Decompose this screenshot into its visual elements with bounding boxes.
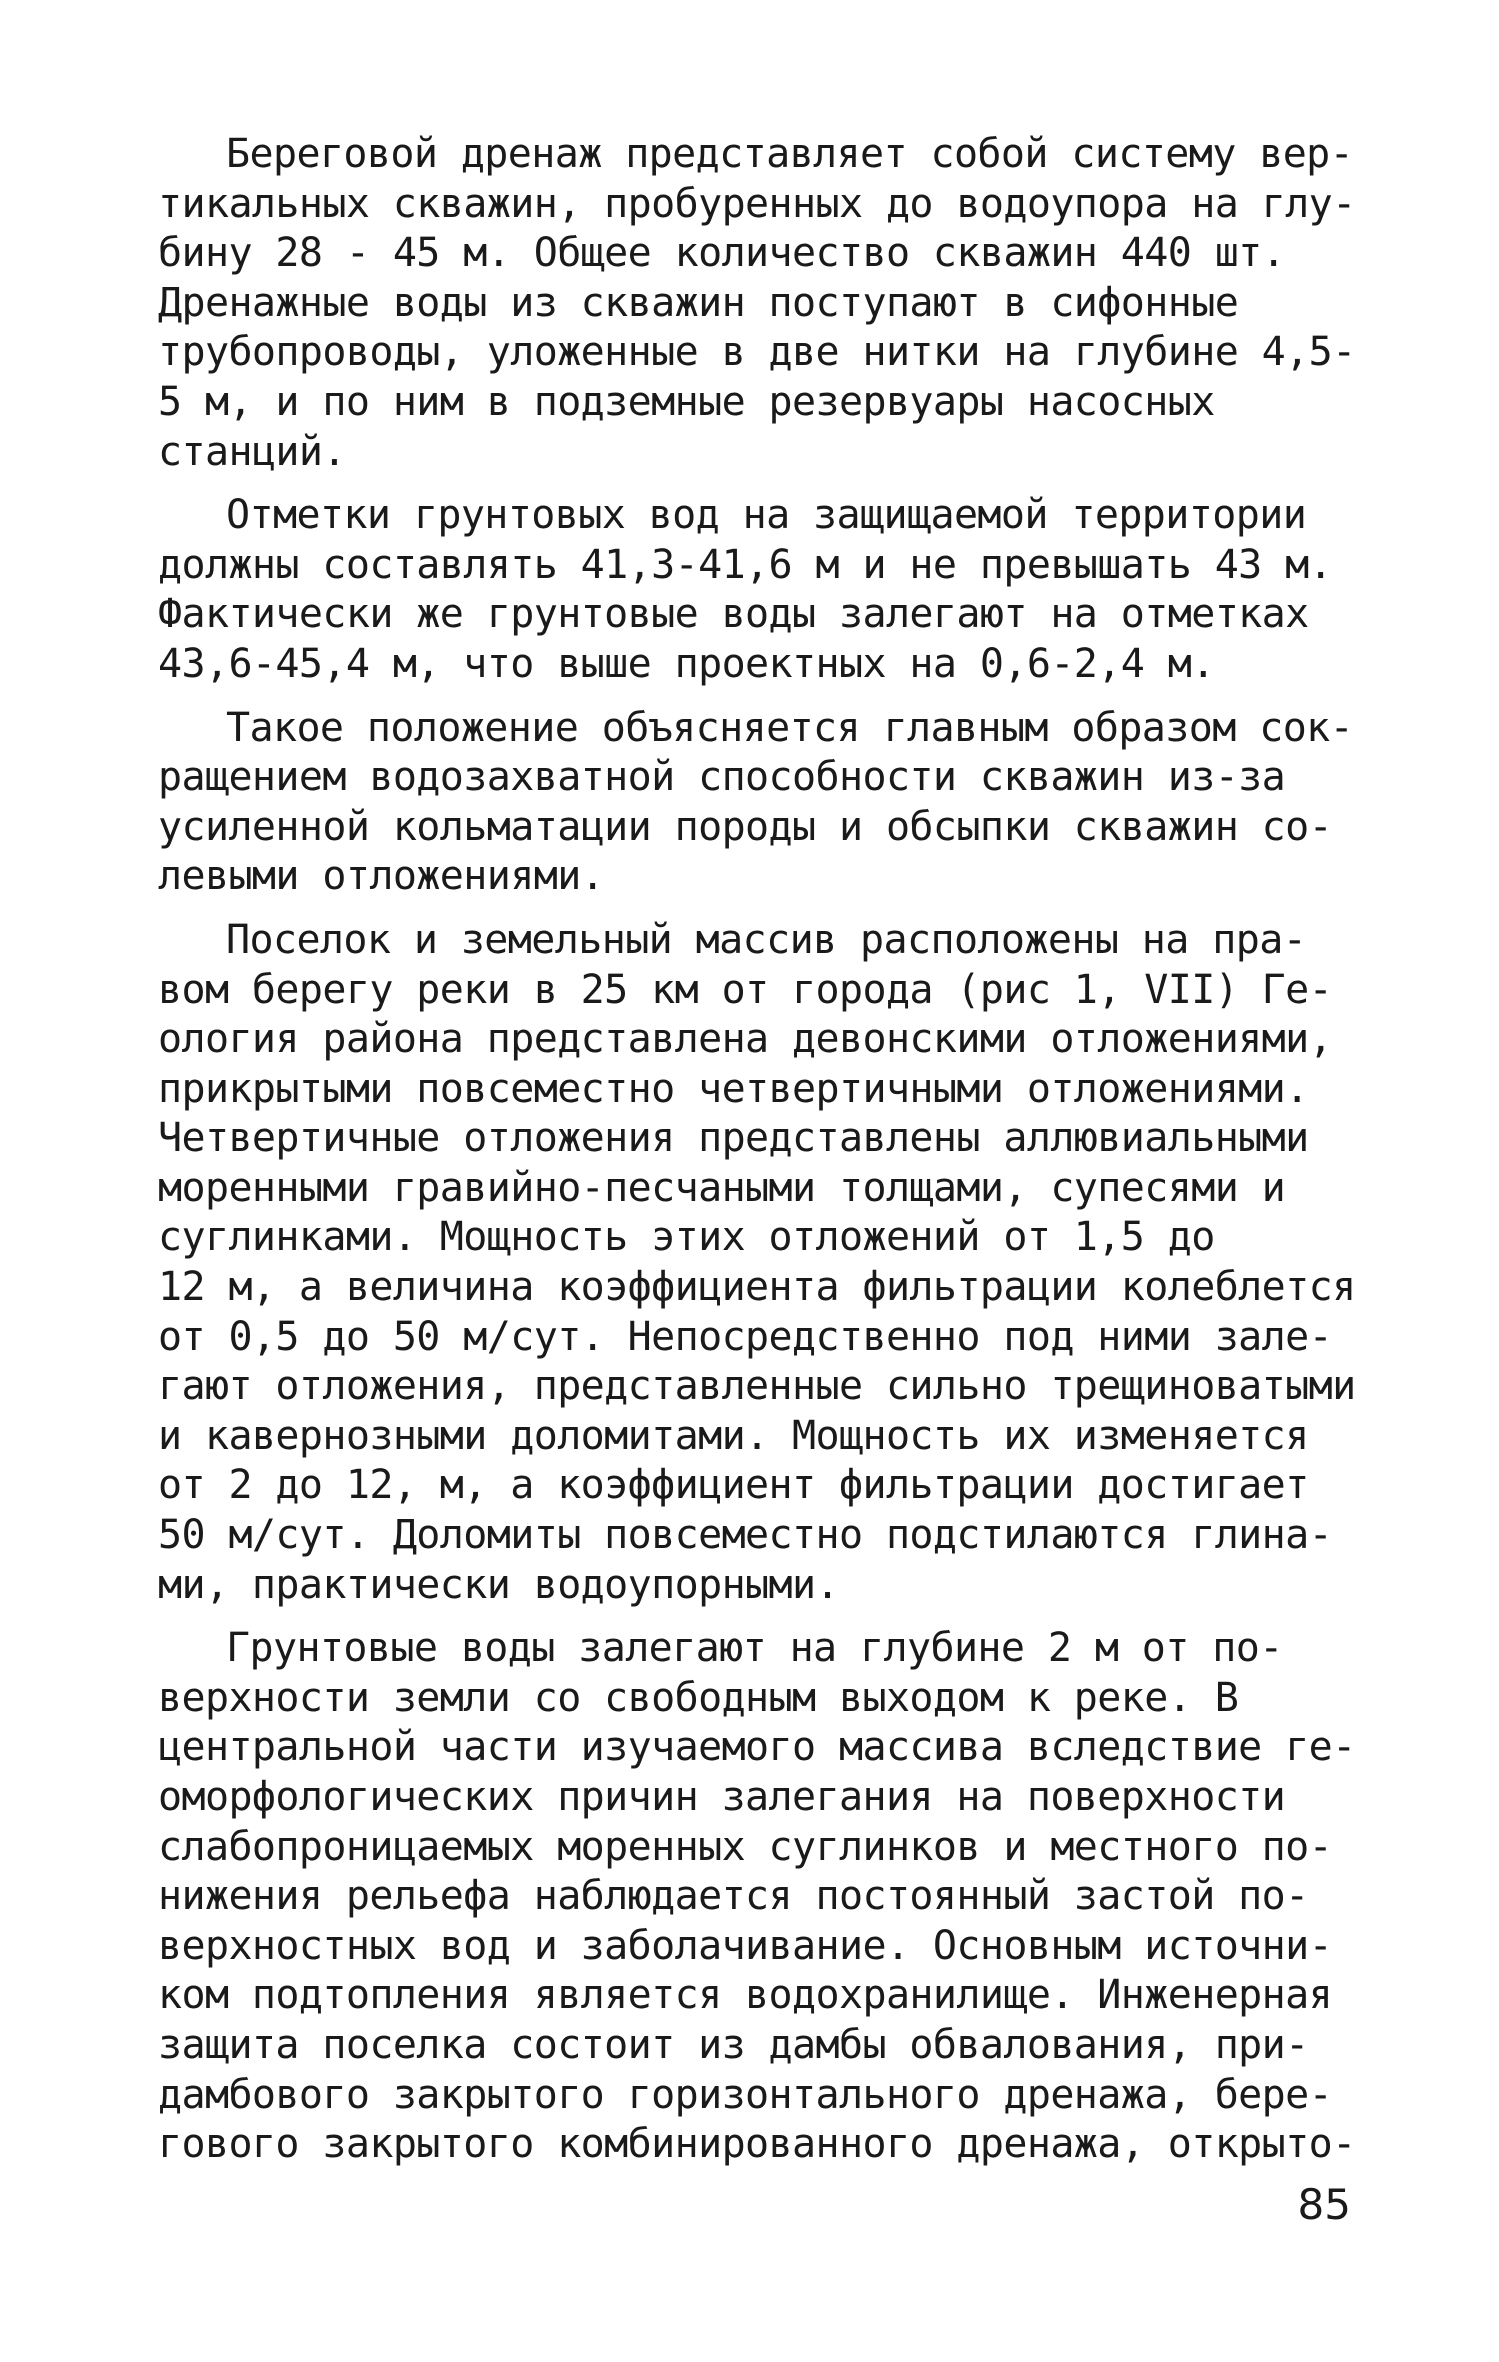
text-line: Поселок и земельный массив расположены на пра-: [226, 916, 1307, 963]
text-line: 5 м, и по ним в подземные резервуары насосных: [158, 378, 1215, 425]
text-line: от 2 до 12, м, а коэффициент фильтрации достигает: [158, 1462, 1309, 1509]
text-line: моренными гравийно-песчаными толщами, супесями и: [158, 1164, 1286, 1211]
text-line: слабопроницаемых моренных суглинков и местного по-: [158, 1823, 1333, 1870]
text-line: Отметки грунтовых вод на защищаемой территории: [226, 492, 1307, 539]
text-line: гают отложения, представленные сильно трещиноватыми: [158, 1363, 1356, 1410]
paragraph-coastal-drainage: [158, 130, 1356, 477]
body-text: [158, 130, 1356, 2170]
page-number: 85: [1297, 2180, 1351, 2229]
text-line: верхностных вод и заболачивание. Основным источни-: [158, 1922, 1333, 1969]
text-line: Береговой дренаж представляет собой систему вер-: [226, 131, 1354, 177]
text-line: Такое положение объясняется главным образом сок-: [226, 704, 1354, 751]
text-line: Четвертичные отложения представлены аллювиальными: [158, 1115, 1309, 1162]
text-line: ми, практически водоупорными.: [158, 1561, 839, 1608]
text-line: Грунтовые воды залегают на глубине 2 м от по-: [226, 1625, 1283, 1672]
text-line: тикальных скважин, пробуренных до водоупора на глу-: [158, 180, 1356, 227]
text-line: усиленной кольматации породы и обсыпки скважин со-: [158, 803, 1333, 850]
text-line: станций.: [158, 428, 346, 475]
text-line: должны составлять 41,3-41,6 м и не превышать 43 м.: [158, 541, 1333, 588]
text-line: Фактически же грунтовые воды залегают на отметках: [158, 591, 1309, 638]
text-line: бину 28 - 45 м. Общее количество скважин 440 шт.: [158, 230, 1286, 277]
text-line: от 0,5 до 50 м/сут. Непосредственно под ними зале-: [158, 1313, 1333, 1360]
text-line: Дренажные воды из скважин поступают в сифонные: [158, 279, 1239, 326]
text-line: ология района представлена девонскими отложениями,: [158, 1016, 1333, 1063]
text-line: трубопроводы, уложенные в две нитки на глубине 4,5-: [158, 329, 1356, 376]
text-line: прикрытыми повсеместно четвертичными отложениями.: [158, 1065, 1309, 1112]
text-line: гового закрытого комбинированного дренажа, открыто-: [158, 2121, 1356, 2168]
text-line: 50 м/сут. Доломиты повсеместно подстилаются глина-: [158, 1512, 1333, 1559]
text-line: ком подтопления является водохранилище. Инженерная: [158, 1972, 1333, 2019]
paragraph-groundwater-flooding: [158, 1624, 1356, 2170]
paragraph-geology: [158, 916, 1356, 1610]
text-line: 43,6-45,4 м, что выше проектных на 0,6-2,4 м.: [158, 640, 1215, 687]
text-line: ращением водозахватной способности скважин из-за: [158, 754, 1286, 801]
text-line: и кавернозными доломитами. Мощность их изменяется: [158, 1412, 1309, 1459]
text-line: дамбового закрытого горизонтального дренажа, бере-: [158, 2071, 1333, 2118]
text-line: верхности земли со свободным выходом к реке. В: [158, 1674, 1239, 1721]
paragraph-groundwater-levels: [158, 491, 1353, 689]
text-line: оморфологических причин залегания на поверхности: [158, 1774, 1286, 1820]
paragraph-explanation: [158, 704, 1353, 902]
text-line: 12 м, а величина коэффициента фильтрации колеблется: [158, 1264, 1356, 1311]
text-line: суглинками. Мощность этих отложений от 1,5 до: [158, 1214, 1215, 1261]
text-line: левыми отложениями.: [158, 853, 605, 900]
text-line: защита поселка состоит из дамбы обвалования, при-: [158, 2021, 1309, 2068]
text-line: нижения рельефа наблюдается постоянный застой по-: [158, 1873, 1309, 1920]
text-line: центральной части изучаемого массива вследствие ге-: [158, 1724, 1356, 1771]
text-line: вом берегу реки в 25 км от города (рис 1, VII) Ге-: [158, 966, 1333, 1013]
